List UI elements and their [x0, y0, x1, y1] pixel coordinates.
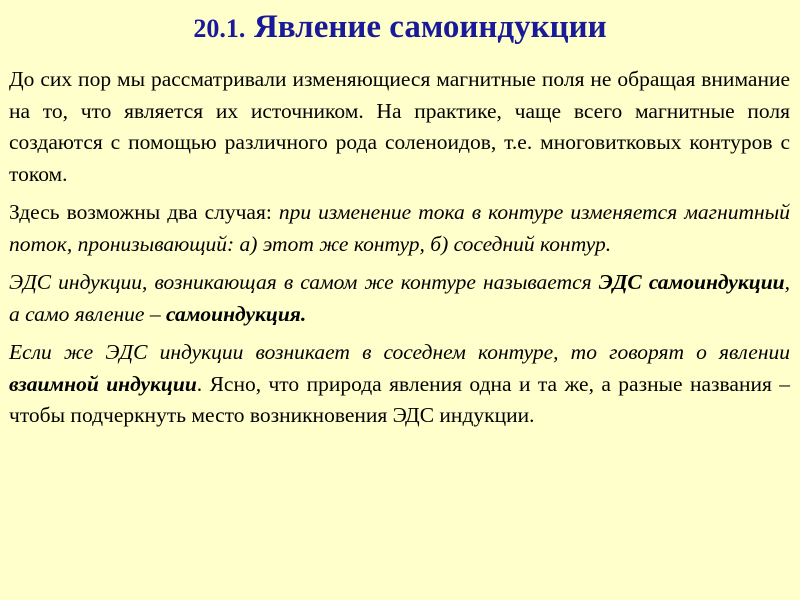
- term-self-induction: самоиндукция.: [165, 301, 307, 326]
- cases-italic: при изменение тока в контуре изменяется магнитный поток, пронизывающий: а) этот же контур, б) соседний контур.: [9, 200, 790, 256]
- self-induction-text-a: ЭДС индукции, возникающая в самом же контуре называется: [9, 270, 599, 294]
- term-mutual-induction: взаимной индукции: [9, 371, 197, 396]
- title-number: 20.1.: [193, 14, 246, 43]
- paragraph-cases: [9, 197, 790, 260]
- cases-lead: Здесь возможны два случая:: [9, 200, 279, 224]
- title-text: Явление самоиндукции: [253, 9, 607, 45]
- term-emf-self-induction: ЭДС самоиндукции: [598, 270, 785, 294]
- paragraph-mutual-induction: [9, 337, 790, 432]
- paragraph-intro: До сих пор мы рассматривали изменяющиеся магнитные поля не обращая внимание на то, что является их источником. На практике, чаще всего магнитные поля создаются с помощью различного рода соленоидов, т.е. многовитковых контуров с током.: [9, 67, 790, 186]
- slide-body: [9, 64, 790, 439]
- slide-title: [0, 9, 800, 46]
- paragraph-self-induction: [9, 267, 790, 330]
- self-induction-text-c: , а само явление –: [9, 270, 790, 326]
- mutual-induction-text-a: Если же ЭДС индукции возникает в соседнем контуре, то говорят о явлении: [9, 340, 790, 364]
- mutual-induction-text-c: . Ясно, что природа явления одна и та же, а разные названия – чтобы подчеркнуть место возникновения ЭДС индукции.: [9, 371, 791, 427]
